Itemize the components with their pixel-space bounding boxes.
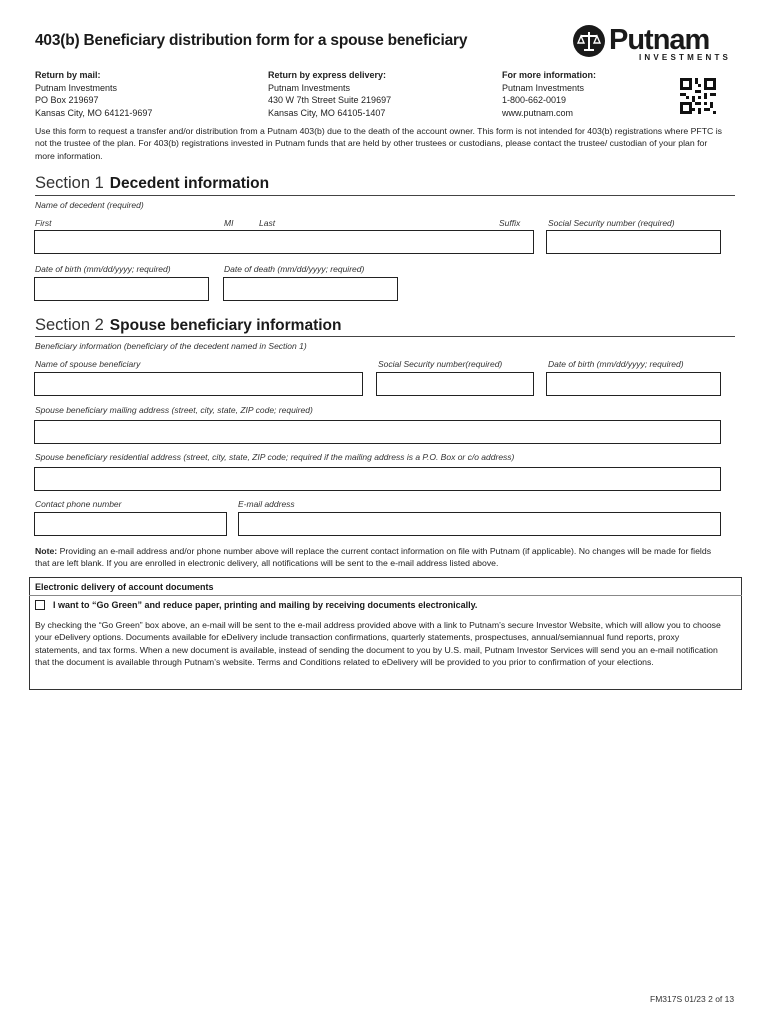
section-number: Section 1 (35, 174, 104, 192)
residential-address-label: Spouse beneficiary residential address (street, city, state, ZIP code; required if the mailing address is a P.O. Box or c/o address) (35, 452, 515, 462)
go-green-checkbox[interactable] (35, 600, 45, 610)
decedent-dod-label: Date of death (mm/dd/yyyy; required) (224, 264, 365, 274)
spouse-dob-field[interactable] (546, 372, 721, 396)
middle-initial-label: MI (224, 218, 234, 228)
more-info (502, 69, 596, 119)
intro-text: Use this form to request a transfer and/or distribution from a Putnam 403(b) due to the death of the account owner. This form is not intended for 403(b) registrations where PFTC is not the trustee of the plan. For 403(b) registrations invested in Putnam funds that are held by other trustees or custodians, please contact the trustee/ custodian of your plan for more information. (35, 126, 722, 161)
logo-subtext: INVESTMENTS (639, 53, 732, 62)
express-line: 430 W 7th Street Suite 219697 (268, 95, 392, 105)
note-label: Note: (35, 546, 58, 556)
mail-line: Kansas City, MO 64121-9697 (35, 107, 153, 118)
contact-note (35, 545, 725, 570)
decedent-dod-field[interactable] (223, 277, 398, 301)
decedent-ssn-label: Social Security number (required) (548, 218, 675, 228)
decedent-ssn-field[interactable] (546, 230, 721, 254)
mailing-address-label: Spouse beneficiary mailing address (street, city, state, ZIP code; required) (35, 405, 313, 415)
spouse-name-field[interactable] (34, 372, 363, 396)
putnam-logo (573, 24, 732, 64)
page-title: 403(b) Beneficiary distribution form for a spouse beneficiary (35, 32, 468, 49)
express-address (268, 69, 391, 119)
email-field[interactable] (238, 512, 721, 536)
edelivery-heading: Electronic delivery of account documents (35, 582, 214, 592)
residential-address-field[interactable] (34, 467, 721, 491)
last-name-label: Last (259, 218, 276, 228)
section-title: Decedent information (109, 175, 270, 192)
section-divider (35, 336, 735, 337)
mailing-address-field[interactable] (34, 420, 721, 444)
decedent-name-field[interactable] (34, 230, 534, 254)
express-line: Putnam Investments (268, 82, 351, 93)
email-label: E-mail address (238, 499, 295, 509)
form-footer: FM317S 01/23 2 of 13 (650, 994, 735, 1004)
spouse-dob-label: Date of birth (mm/dd/yyyy; required) (548, 359, 684, 369)
first-name-label: First (35, 218, 52, 228)
section-title: Spouse beneficiary information (109, 317, 342, 334)
spouse-ssn-label: Social Security number(required) (378, 359, 503, 369)
scales-icon (573, 25, 605, 57)
section-divider (35, 195, 735, 196)
decedent-dob-label: Date of birth (mm/dd/yyyy; required) (35, 264, 171, 274)
info-line: Putnam Investments (502, 82, 585, 93)
note-text: Providing an e-mail address and/or phone number above will replace the current contact information on file with Putnam (if applicable). No changes will be made for fields that are left blank. If you are enrolled in electronic delivery, all notifications will be sent to the e-mail address listed above. (35, 546, 712, 569)
express-heading: Return by express delivery: (268, 70, 387, 80)
edelivery-divider (29, 595, 742, 596)
section-2-heading (35, 316, 341, 335)
edelivery-text: By checking the “Go Green” box above, an e-mail will be sent to the e-mail address provided above with a link to Putnam’s secure Investor Website, which will allow you to choose your eDelivery options. Documents available for eDelivery include transaction confirmations, quarterly statements, prospectuses, annual/semiannual fund reports, proxy statements, and tax forms. When a new document is available, instead of sending the document to you by U.S. mail, Putnam Investor Services will send you an e-mail notification that the document is available through Putnam’s website. Terms and Conditions related to eDelivery will be provided to you prior to confirmation of your elections. (35, 620, 721, 667)
express-line: Kansas City, MO 64105-1407 (268, 107, 386, 118)
info-line: 1-800-662-0019 (502, 95, 567, 105)
go-green-label: I want to “Go Green” and reduce paper, printing and mailing by receiving documents electronically. (53, 600, 478, 610)
beneficiary-info-label: Beneficiary information (beneficiary of the decedent named in Section 1) (35, 341, 307, 351)
mail-heading: Return by mail: (35, 70, 101, 80)
phone-field[interactable] (34, 512, 227, 536)
qr-code (680, 78, 716, 114)
phone-label: Contact phone number (35, 499, 122, 509)
section-1-heading (35, 174, 269, 193)
decedent-name-label: Name of decedent (required) (35, 200, 144, 210)
info-heading: For more information: (502, 70, 596, 80)
spouse-name-label: Name of spouse beneficiary (35, 359, 141, 369)
suffix-label: Suffix (499, 218, 521, 228)
mail-address (35, 69, 152, 119)
info-website[interactable]: www.putnam.com (502, 107, 574, 118)
logo-wordmark: Putnam (609, 24, 710, 56)
decedent-dob-field[interactable] (34, 277, 209, 301)
spouse-ssn-field[interactable] (376, 372, 534, 396)
section-number: Section 2 (35, 316, 104, 334)
mail-line: PO Box 219697 (35, 95, 99, 105)
mail-line: Putnam Investments (35, 82, 118, 93)
